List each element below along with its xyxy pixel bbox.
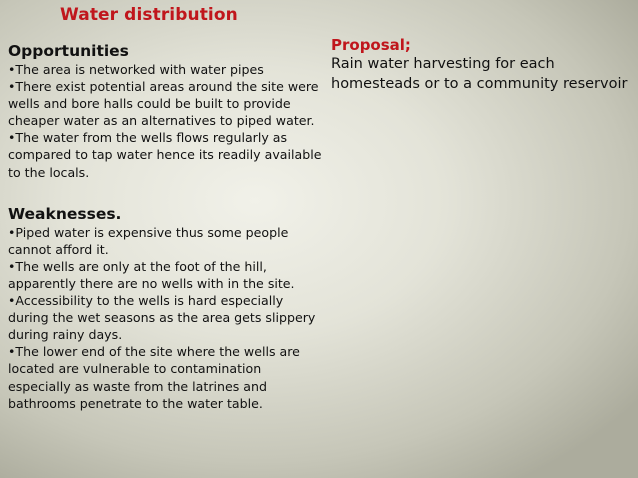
- weakness-item: •The lower end of the site where the wells are located are vulnerable to contamination especially as waste from the latrines and bathrooms penetrate to the water table.: [8, 344, 300, 411]
- opportunities-list: [8, 61, 326, 181]
- proposal-text: Rain water harvesting for each homesteads or to a community reservoir: [331, 56, 628, 92]
- opportunity-item: •There exist potential areas around the site were wells and bore halls could be built to provide cheaper water as an alternatives to piped water.: [8, 79, 319, 129]
- right-column: [331, 35, 631, 94]
- opportunity-item: •The water from the wells flows regularly as compared to tap water hence its readily available to the locals.: [8, 130, 322, 180]
- weaknesses-heading: Weaknesses.: [8, 204, 122, 223]
- opportunity-item: •The area is networked with water pipes: [8, 62, 264, 77]
- weakness-item: •The wells are only at the foot of the hill, apparently there are no wells with in the site.: [8, 258, 295, 291]
- proposal-heading: Proposal;: [331, 36, 411, 54]
- slide-title: Water distribution: [60, 5, 238, 25]
- left-column: [8, 41, 326, 412]
- section-spacer: [8, 181, 326, 204]
- opportunities-heading: Opportunities: [8, 42, 129, 60]
- weakness-item: •Accessibility to the wells is hard especially during the wet seasons as the area gets slippery during rainy days.: [8, 293, 316, 343]
- weaknesses-list: [8, 224, 326, 412]
- weakness-item: •Piped water is expensive thus some people cannot afford it.: [8, 224, 289, 257]
